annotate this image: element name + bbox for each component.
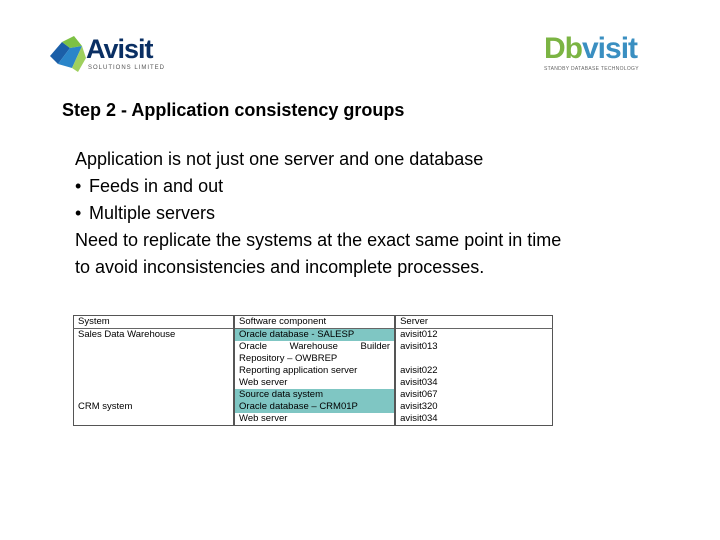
table-row bbox=[74, 341, 553, 353]
table-cell: avisit320 bbox=[400, 401, 438, 412]
table-row bbox=[74, 389, 553, 401]
dbvisit-logo-tagline: STANDBY DATABASE TECHNOLOGY bbox=[544, 66, 639, 72]
table-cell: Reporting application server bbox=[234, 365, 395, 377]
table-cell bbox=[74, 353, 235, 365]
table-cell: CRM system bbox=[74, 401, 235, 413]
bullet-text: Feeds in and out bbox=[89, 176, 224, 196]
systems-table bbox=[73, 315, 553, 426]
dbvisit-logo-text bbox=[544, 32, 637, 66]
avisit-logo bbox=[48, 30, 168, 76]
dbvisit-logo-text-visit: visit bbox=[582, 32, 638, 65]
table-cell: avisit034 bbox=[400, 413, 438, 424]
table-cell bbox=[74, 377, 235, 389]
table-cell: avisit067 bbox=[400, 389, 438, 400]
table-header-component: Software component bbox=[234, 316, 395, 329]
bullet-item bbox=[75, 173, 575, 200]
table-cell: Web server bbox=[234, 413, 395, 426]
table-cell: Oracle database – CRM01P bbox=[234, 401, 395, 413]
table-header-row bbox=[74, 316, 553, 329]
bullet-item bbox=[75, 200, 575, 227]
bullet-icon: • bbox=[75, 203, 82, 223]
table-header-server: Server bbox=[395, 316, 552, 329]
table-row bbox=[74, 413, 553, 426]
body-line: Application is not just one server and one database bbox=[75, 149, 484, 169]
table-cell: Repository – OWBREP bbox=[234, 353, 395, 365]
table-cell bbox=[74, 413, 235, 426]
table-cell: avisit022 bbox=[400, 365, 438, 376]
table-cell: Sales Data Warehouse bbox=[74, 329, 235, 342]
table-row bbox=[74, 329, 553, 342]
table-cell: Oracle database - SALESP bbox=[234, 329, 395, 342]
table-cell: Source data system bbox=[234, 389, 395, 401]
table-row bbox=[74, 353, 553, 365]
avisit-logo-mark bbox=[48, 34, 88, 76]
table-cell bbox=[395, 353, 552, 365]
table-cell bbox=[74, 341, 235, 353]
page-title: Step 2 - Application consistency groups bbox=[62, 100, 405, 120]
table-cell: Oracle Warehouse Builder bbox=[234, 341, 395, 353]
body-line: Need to replicate the systems at the exact same point in time to avoid inconsistencies and incomplete processes. bbox=[75, 230, 562, 277]
table-row bbox=[74, 365, 553, 377]
dbvisit-logo bbox=[544, 32, 664, 76]
table-row bbox=[74, 401, 553, 413]
avisit-logo-text: Avisit bbox=[86, 34, 153, 64]
table-cell: avisit034 bbox=[400, 377, 438, 388]
dbvisit-logo-text-db: Db bbox=[544, 32, 582, 65]
table-cell: Web server bbox=[234, 377, 395, 389]
table-cell bbox=[74, 389, 235, 401]
table-row bbox=[74, 377, 553, 389]
avisit-logo-tagline: SOLUTIONS LIMITED bbox=[88, 65, 166, 71]
table-cell: avisit012 bbox=[400, 329, 438, 340]
table-header-system: System bbox=[74, 316, 235, 329]
table-cell: avisit013 bbox=[400, 341, 438, 352]
bullet-text: Multiple servers bbox=[89, 203, 216, 223]
bullet-icon: • bbox=[75, 176, 82, 196]
body-text bbox=[75, 146, 575, 281]
table-cell bbox=[74, 365, 235, 377]
